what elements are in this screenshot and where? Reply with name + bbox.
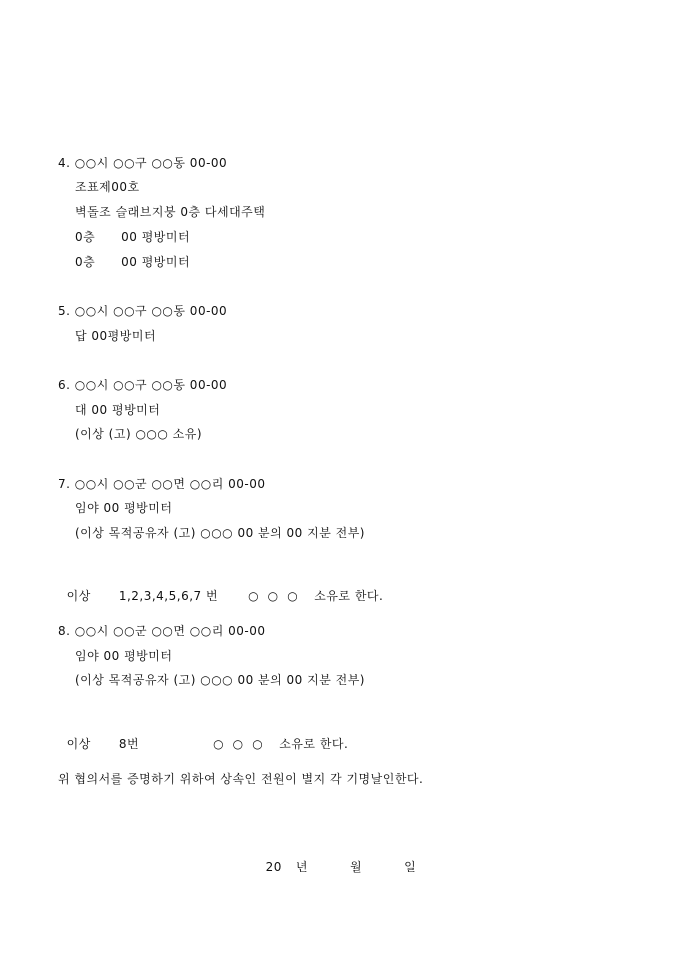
item-4-line-4: 0층 00 평방미터 xyxy=(75,255,191,269)
summary-2-suffix: 소유로 한다. xyxy=(279,737,349,751)
item-6-line-1: 대 00 평방미터 xyxy=(75,403,161,417)
item-8-address: 8. ○○시 ○○군 ○○면 ○○리 00-00 xyxy=(58,624,266,638)
item-7-address: 7. ○○시 ○○군 ○○면 ○○리 00-00 xyxy=(58,477,266,491)
item-5-address: 5. ○○시 ○○구 ○○동 00-00 xyxy=(58,304,228,318)
closing-statement: 위 협의서를 증명하기 위하여 상속인 전원이 별지 각 기명날인한다. xyxy=(58,772,424,786)
summary-2 xyxy=(58,723,348,751)
summary-1-prefix: 이상 xyxy=(66,589,91,603)
item-7-line-2: (이상 목적공유자 (고) ○○○ 00 분의 00 지분 전부) xyxy=(75,526,365,540)
date-year: 20 xyxy=(265,860,282,874)
summary-2-items: 8번 xyxy=(118,737,140,751)
summary-1-owner: ○ ○ ○ xyxy=(248,589,299,603)
item-6-address: 6. ○○시 ○○구 ○○동 00-00 xyxy=(58,378,228,392)
item-8-line-2: (이상 목적공유자 (고) ○○○ 00 분의 00 지분 전부) xyxy=(75,673,365,687)
summary-1-suffix: 소유로 한다. xyxy=(314,589,384,603)
date-day-label: 일 xyxy=(404,860,417,874)
summary-2-owner: ○ ○ ○ xyxy=(213,737,264,751)
item-7-line-1: 임야 00 평방미터 xyxy=(75,501,173,515)
item-4-line-2: 벽돌조 슬래브지붕 0층 다세대주택 xyxy=(75,205,266,219)
item-4-line-1: 조표제00호 xyxy=(75,180,140,194)
item-4-line-3: 0층 00 평방미터 xyxy=(75,230,191,244)
item-4-address: 4. ○○시 ○○구 ○○동 00-00 xyxy=(58,156,228,170)
summary-2-prefix: 이상 xyxy=(66,737,91,751)
date-line xyxy=(257,846,416,874)
date-month-label: 월 xyxy=(350,860,363,874)
item-5-line-1: 답 00평방미터 xyxy=(75,329,157,343)
summary-1 xyxy=(58,575,383,603)
item-8-line-1: 임야 00 평방미터 xyxy=(75,649,173,663)
date-year-label: 년 xyxy=(295,860,309,874)
item-6-line-2: (이상 (고) ○○○ 소유) xyxy=(75,427,203,441)
summary-1-items: 1,2,3,4,5,6,7 번 xyxy=(118,589,219,603)
